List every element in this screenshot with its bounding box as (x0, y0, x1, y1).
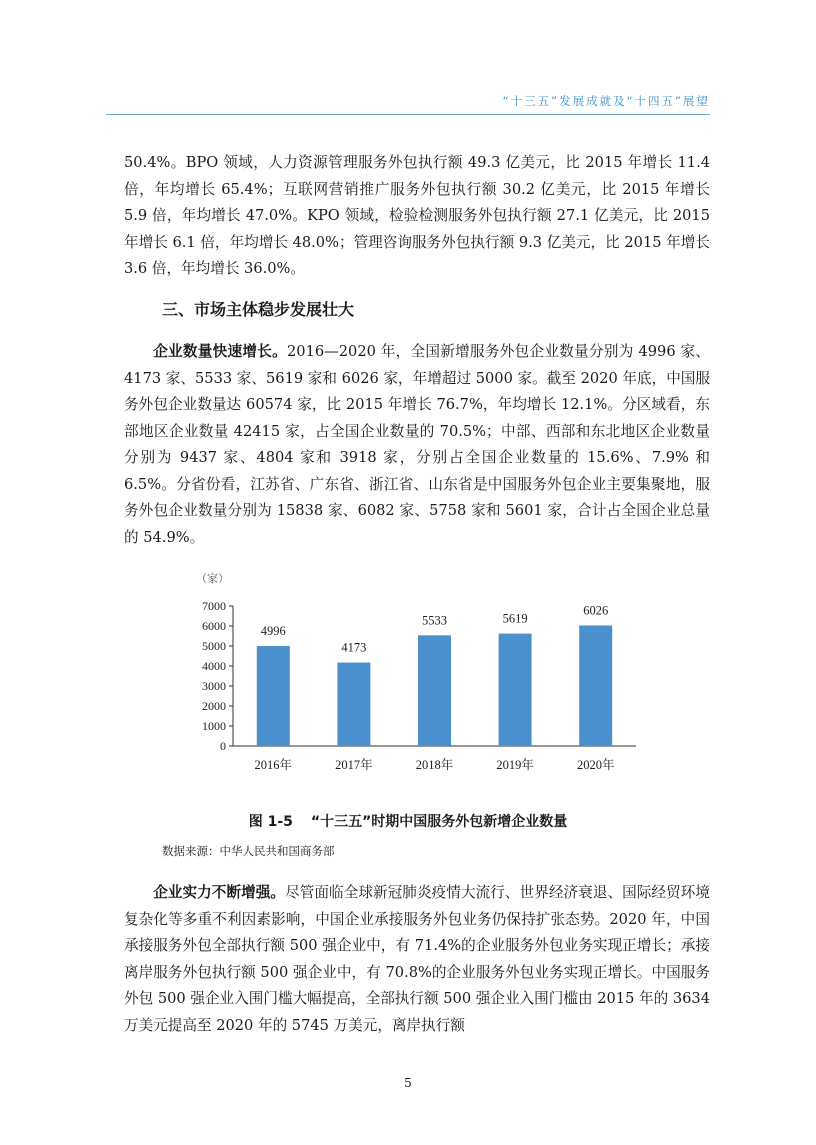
figure-title: “十三五”时期中国服务外包新增企业数量 (310, 814, 568, 830)
figure-caption (0, 811, 816, 831)
paragraph-enterprise-strength (124, 880, 710, 1039)
header-divider (106, 114, 710, 115)
bar-2018年 (418, 635, 451, 746)
paragraph-bpo-kpo: 50.4%。BPO 领域，人力资源管理服务外包执行额 49.3 亿美元，比 2015 年增长 11.4 倍，年均增长 65.4%；互联网营销推广服务外包执行额 30.2 亿美元，比 2015 年增长 5.9 倍，年均增长 47.0%。KPO 领域，检验检测服务外包执行额 27.1 亿美元，比 2015 年增长 6.1 倍，年均增长 48.0%；管理咨询服务外包执行额 9.3 亿美元，比 2015 年增长 3.6 倍，年均增长 36.0%。 (124, 154, 710, 277)
paragraph-lead: 企业实力不断增强。 (153, 884, 286, 901)
data-label: 6026 (583, 603, 609, 618)
bar-2019年 (499, 634, 532, 746)
bar-2020年 (579, 625, 612, 746)
data-label: 4173 (341, 640, 367, 655)
paragraph-enterprise-count (124, 339, 710, 551)
y-tick-label: 5000 (202, 639, 226, 653)
paragraph-body: 2016—2020 年，全国新增服务外包企业数量分别为 4996 家、4173 家、5533 家、5619 家和 6026 家，年增超过 5000 家。截至 2020 年底，中国服务外包企业数量达 60574 家，比 2015 年增长 76.7%，年均增长 12.1%。分区域看，东部地区企业数量 42415 家，占全国企业数量的 70.5%；中部、西部和东北地区企业数量分别为 9437 家、4804 家和 3918 家，分别占全国企业数量的 15.6%、7.9% 和 6.5%。分省份看，江苏省、广东省、浙江省、山东省是中国服务外包企业主要集聚地，服务外包企业数量分别为 15838 家、6082 家、5758 家和 5601 家，合计占全国企业总量的 54.9%。 (124, 343, 710, 546)
y-tick-label: 3000 (202, 679, 226, 693)
data-label: 4996 (260, 624, 286, 639)
y-tick-label: 1000 (202, 719, 226, 733)
paragraph-body: 尽管面临全球新冠肺炎疫情大流行、世界经济衰退、国际经贸环境复杂化等多重不利因素影响，中国企业承接服务外包业务仍保持扩张态势。2020 年，中国承接服务外包全部执行额 500 强企业中，有 71.4%的企业服务外包业务实现正增长；承接离岸服务外包执行额 500 强企业中，有 70.8%的企业服务外包业务实现正增长。中国服务外包 500 强企业入围门槛大幅提高，全部执行额 500 强企业入围门槛由 2015 年的 3634 万美元提高至 2020 年的 5745 万美元，离岸执行额 (124, 884, 710, 1034)
data-source-note: 数据来源：中华人民共和国商务部 (162, 844, 335, 858)
y-tick-label: 2000 (202, 699, 226, 713)
running-header-title: “十三五”发展成就及“十四五”展望 (502, 94, 710, 108)
bar-2016年 (257, 646, 290, 746)
y-tick-label: 4000 (202, 659, 226, 673)
bar-2017年 (337, 663, 370, 746)
x-tick-label: 2019年 (496, 758, 534, 772)
y-tick-label: 0 (220, 739, 226, 753)
x-tick-label: 2018年 (415, 758, 454, 772)
section-heading: 三、市场主体稳步发展壮大 (162, 300, 355, 319)
data-label: 5533 (422, 613, 447, 628)
figure-number: 图 1-5 (248, 814, 293, 830)
y-tick-label: 6000 (202, 619, 226, 633)
data-label: 5619 (502, 611, 528, 626)
y-tick-label: 7000 (202, 599, 226, 613)
enterprise-count-bar-chart (186, 566, 646, 786)
x-tick-label: 2017年 (335, 758, 373, 772)
paragraph-lead: 企业数量快速增长。 (153, 343, 288, 360)
x-tick-label: 2020年 (576, 758, 615, 772)
y-axis-unit-label: （家） (196, 573, 229, 585)
x-tick-label: 2016年 (254, 758, 293, 772)
page-number: 5 (404, 1076, 412, 1090)
